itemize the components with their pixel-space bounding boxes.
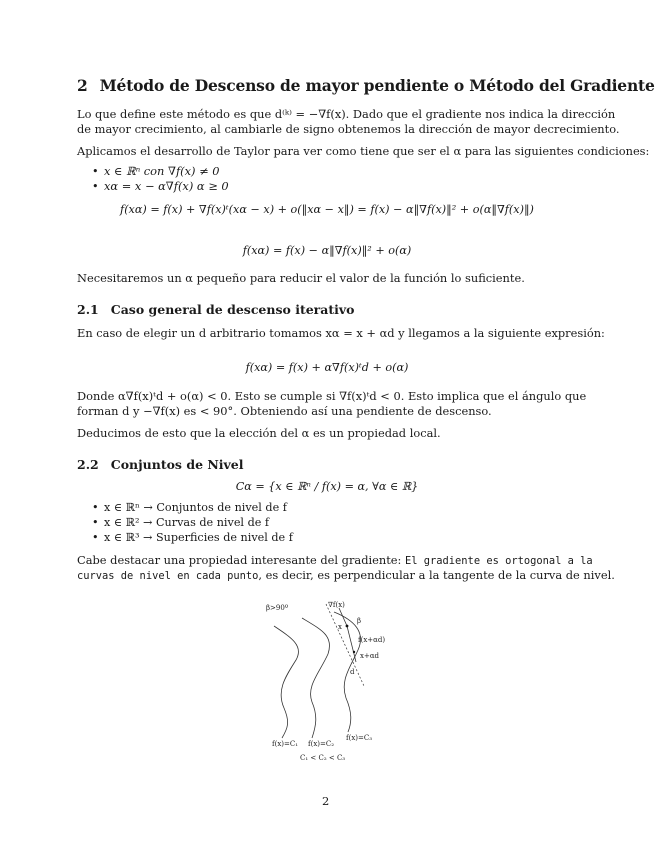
label-grad: ∇f(x) <box>328 601 345 609</box>
donde-line-2: forman d y −∇f(x) es < 90°. Obteniendo así una pendiente de descenso. <box>77 404 492 418</box>
level-set-item: • x ∈ ℝⁿ → Conjuntos de nivel de f <box>92 501 287 514</box>
cabe-suffix: , es decir, es perpendicular a la tangente de la curva de nivel. <box>258 568 615 582</box>
subsection-title: Conjuntos de Nivel <box>110 457 244 472</box>
intro-line-1: Lo que define este método es que d⁽ᵏ⁾ = −∇f(x). Dado que el gradiente nos indica la dirección <box>77 107 616 121</box>
condition-item: • xα = x − α∇f(x) α ≥ 0 <box>92 179 229 193</box>
level-curve-c2 <box>302 618 330 738</box>
taylor-intro: Aplicamos el desarrollo de Taylor para ver como tiene que ser el α para las siguientes condiciones: <box>77 144 650 158</box>
label-beta: β <box>357 617 362 625</box>
section-number: 2 <box>77 76 88 95</box>
section-heading <box>77 76 655 95</box>
section-title: Método de Descenso de mayor pendiente o Método del Gradiente <box>99 76 655 95</box>
donde-line-1: Donde α∇f(x)ᵗd + o(α) < 0. Esto se cumple si ∇f(x)ᵗd < 0. Esto implica que el ángulo que <box>77 389 587 403</box>
point-xad <box>353 651 355 653</box>
cabe-line-2 <box>77 568 615 584</box>
label-c2: f(x)=C₂ <box>308 740 335 748</box>
label-c1: f(x)=C₁ <box>272 740 299 748</box>
general-case-intro: En caso de elegir un d arbitrario tomamos xα = x + αd y llegamos a la siguiente expresión: <box>77 326 605 340</box>
equation-level-set: Cα = {x ∈ ℝⁿ / f(x) = α, ∀α ∈ ℝ} <box>235 480 419 493</box>
equation-taylor-expansion: f(xα) = f(x) + ∇f(x)ᵗ(xα − x) + o(‖xα − x‖) = f(x) − α‖∇f(x)‖² + o(α‖∇f(x)‖) <box>120 203 534 216</box>
condition-text: xα = x − α∇f(x) α ≥ 0 <box>104 179 229 193</box>
label-x: x <box>338 623 342 631</box>
level-curve-c1 <box>274 626 299 738</box>
cabe-prefix: Cabe destacar una propiedad interesante del gradiente: <box>77 553 405 567</box>
subsection-title: Caso general de descenso iterativo <box>110 302 355 317</box>
subsection-heading-2-1 <box>77 302 354 317</box>
small-alpha-text: Necesitaremos un α pequeño para reducir el valor de la función lo suficiente. <box>77 271 525 285</box>
label-order: C₁ < C₂ < C₃ <box>300 754 346 762</box>
intro-line-2: de mayor crecimiento, al cambiarle de signo obtenemos la dirección de mayor decrecimiento. <box>77 122 620 136</box>
level-curves-svg <box>262 598 392 766</box>
cabe-mono-2: curvas de nivel en cada punto <box>77 570 259 582</box>
condition-item: • x ∈ ℝⁿ con ∇f(x) ≠ 0 <box>92 164 220 178</box>
label-fxad: f(x+αd) <box>358 636 386 644</box>
label-xad: x+αd <box>360 652 380 660</box>
level-set-text: x ∈ ℝ³ → Superficies de nivel de f <box>104 531 293 544</box>
deducimos-text: Deducimos de esto que la elección del α es un propiedad local. <box>77 426 441 440</box>
subsection-number: 2.1 <box>77 302 99 317</box>
label-d: d <box>350 668 355 676</box>
condition-text: x ∈ ℝⁿ con ∇f(x) ≠ 0 <box>104 164 220 178</box>
level-curves-figure <box>262 598 392 766</box>
point-x <box>346 625 349 628</box>
subsection-number: 2.2 <box>77 457 99 472</box>
level-set-item: • x ∈ ℝ³ → Superficies de nivel de f <box>92 531 293 544</box>
equation-taylor-simplified: f(xα) = f(x) − α‖∇f(x)‖² + o(α) <box>242 244 412 257</box>
page-number: 2 <box>322 794 330 808</box>
cabe-mono-1: El gradiente es ortogonal a la <box>405 555 593 567</box>
direction-arrow <box>347 626 356 662</box>
label-top-left: β>90º <box>266 604 289 612</box>
cabe-line-1 <box>77 553 593 569</box>
label-c3: f(x)=C₃ <box>346 734 373 742</box>
equation-general-descent: f(xα) = f(x) + α∇f(x)ᵗd + o(α) <box>245 361 409 374</box>
level-set-item: • x ∈ ℝ² → Curvas de nivel de f <box>92 516 270 529</box>
subsection-heading-2-2 <box>77 457 244 472</box>
level-set-text: x ∈ ℝ² → Curvas de nivel de f <box>104 516 270 529</box>
level-set-text: x ∈ ℝⁿ → Conjuntos de nivel de f <box>104 501 287 514</box>
